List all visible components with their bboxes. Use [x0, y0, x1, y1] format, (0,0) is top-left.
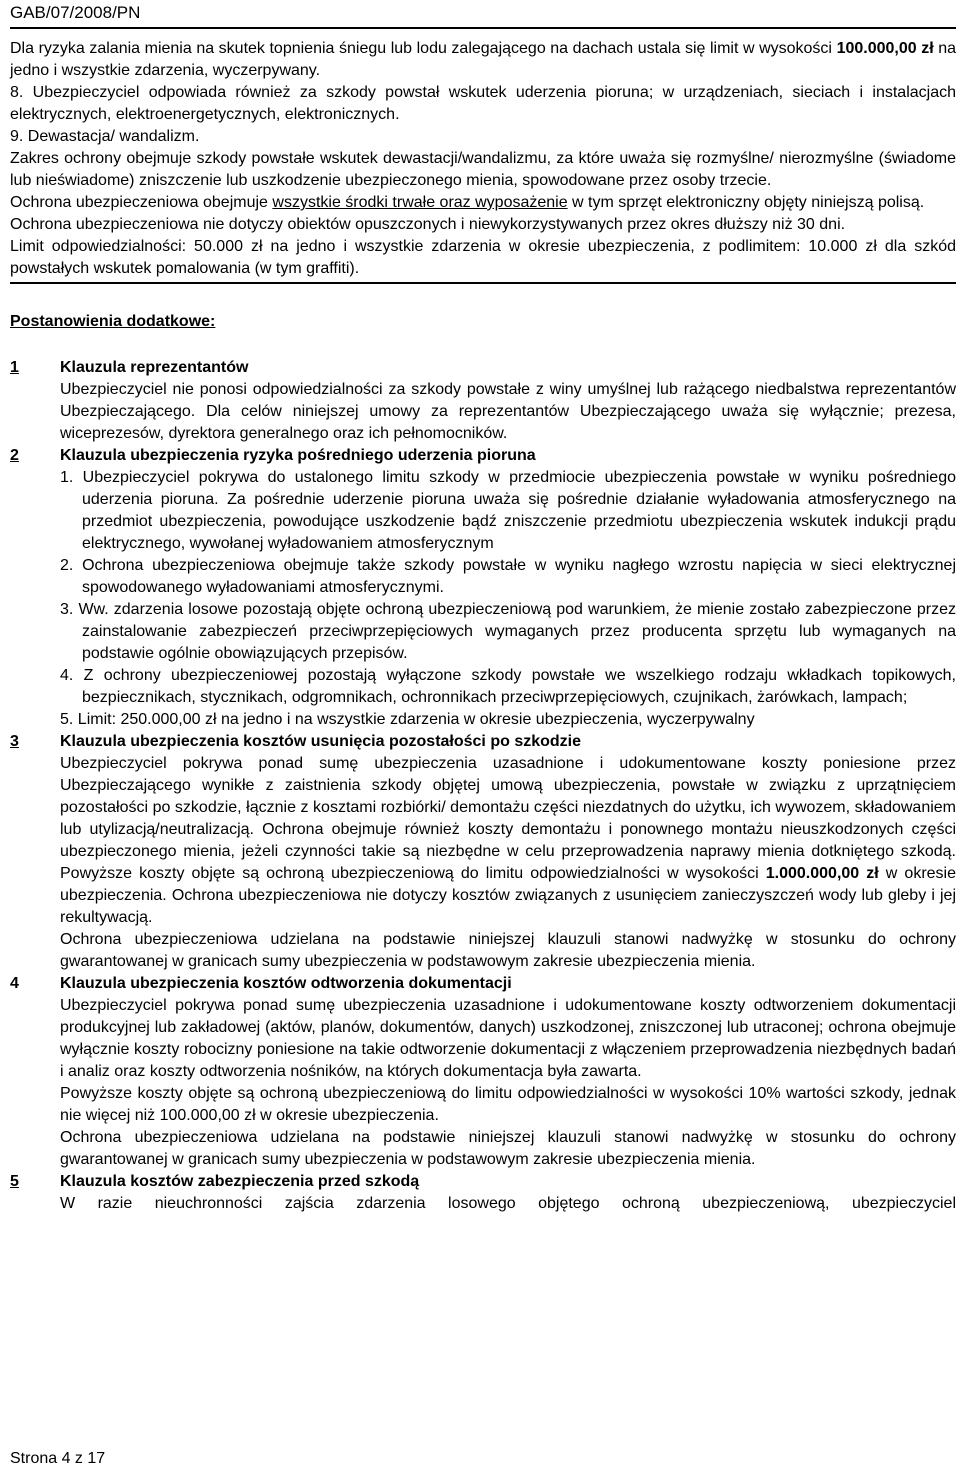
clause-item: 2. Ochrona ubezpieczeniowa obejmuje także szkody powstałe w wyniku nagłego wzrostu napięcia w sieci elektrycznej spowodowanego wyładowaniami atmosferycznymi.	[60, 557, 956, 596]
paragraph-8-lightning: 8. Ubezpieczyciel odpowiada również za szkody powstał wskutek uderzenia pioruna; w urządzeniach, sieciach i instalacjach elektrycznych, elektroenergetycznych, elektronicznych.	[10, 84, 956, 123]
clause-body-2: Ochrona ubezpieczeniowa udzielana na podstawie niniejszej klauzuli stanowi nadwyżkę w stosunku do ochrony gwarantowanej w granicach sumy ubezpieczenia w podstawowym zakresie ubezpieczenia mienia.	[60, 931, 956, 970]
clause-5	[10, 1171, 956, 1215]
clause-4	[10, 973, 956, 1171]
document-id: GAB/07/2008/PN	[10, 3, 141, 22]
clause-body: Ubezpieczyciel nie ponosi odpowiedzialności za szkody powstałe z winy umyślnej lub rażącego niedbalstwa reprezentantów Ubezpieczającego. Dla celów niniejszej umowy za reprezentantów Ubezpieczającego uważa się wyłącznie; prezesa, wiceprezesów, dyrektora generalnego oraz ich pełnomocników.	[60, 381, 956, 442]
scope-underlined: wszystkie środki trwałe oraz wyposażenie	[272, 194, 568, 211]
flood-limit-amount: 100.000,00 zł	[836, 40, 934, 57]
paragraph-9-exclusion: Ochrona ubezpieczeniowa nie dotyczy obiektów opuszczonych i niewykorzystywanych przez okres dłuższy niż 30 dni.	[10, 216, 846, 233]
clause-item: 3. Ww. zdarzenia losowe pozostają objęte ochroną ubezpieczeniową pod warunkiem, że mienie zostało zabezpieczone przez zainstalowanie zabezpieczeń przeciwprzepięciowych wymaganych przez producenta sprzętu lub wymaganych na podstawie ogólnie obowiązujących przepisów.	[60, 601, 956, 662]
clause-item: 4. Z ochrony ubezpieczeniowej pozostają wyłączone szkody powstałe we wszelkiego rodzaju wkładkach topikowych, bezpiecznikach, stycznikach, odgromnikach, ochronnikach przeciwprzepięciowych, czujnikach, żarówkach, lampach;	[60, 667, 956, 706]
paragraph-9-limit: Limit odpowiedzialności: 50.000 zł na jedno i wszystkie zdarzenia w okresie ubezpieczenia, z podlimitem: 10.000 zł dla szkód powstałych wskutek pomalowania (w tym graffiti).	[10, 238, 956, 277]
clause-number: 4	[10, 975, 19, 992]
clause-title: Klauzula ubezpieczenia kosztów usunięcia pozostałości po szkodzie	[60, 733, 581, 750]
top-section	[10, 38, 956, 284]
page-number: Strona 4 z 17	[10, 1450, 106, 1467]
clause-title: Klauzula reprezentantów	[60, 359, 249, 376]
paragraph-9-title: 9. Dewastacja/ wandalizm.	[10, 128, 200, 145]
clause-number: 2	[10, 447, 19, 464]
clause-number: 3	[10, 733, 19, 750]
clause-item: 1. Ubezpieczyciel pokrywa do ustalonego limitu szkody w przedmiocie ubezpieczenia powstałe w wyniku pośredniego uderzenia pioruna. Za pośrednie uderzenie pioruna uważa się pośrednie działanie wyładowania atmosferycznego na przedmiot ubezpieczenia, powodujące uszkodzenie bądź zniszczenie przedmiotu ubezpieczenia wskutek indukcji prądu elektrycznego, wywołanej wyładowaniem atmosferycznym	[60, 469, 956, 552]
clause-title: Klauzula ubezpieczenia ryzyka pośredniego uderzenia pioruna	[60, 447, 536, 464]
clause-1	[10, 357, 956, 445]
clause-title: Klauzula kosztów zabezpieczenia przed szkodą	[60, 1173, 420, 1190]
paragraph-9-body: Zakres ochrony obejmuje szkody powstałe wskutek dewastacji/wandalizmu, za które uważa się rozmyślne/ nierozmyślne (świadome lub nieświadome) zniszczenie lub uszkodzenie ubezpieczonego mienia, spowodowane przez osoby trzecie.	[10, 150, 956, 189]
clause-title: Klauzula ubezpieczenia kosztów odtworzenia dokumentacji	[60, 975, 512, 992]
page-content	[10, 38, 956, 1215]
clause-3	[10, 731, 956, 973]
clause-number: 1	[10, 359, 19, 376]
section-heading: Postanowienia dodatkowe:	[10, 313, 216, 330]
document-header	[10, 2, 956, 29]
clause-body: Ubezpieczyciel pokrywa ponad sumę ubezpieczenia uzasadnione i udokumentowane koszty odtworzeniem dokumentacji produkcyjnej lub zakładowej (aktów, planów, dokumentów, danych) uszkodzonej, zniszczonej lub utraconej; ochrona obejmuje wyłącznie koszty robocizny poniesione na takie odtworzenie dokumentacji z włączeniem przeprowadzenia niezbędnych badań i analiz oraz koszty odtworzenia nośników, na których dokumentacja była zawarta.	[60, 997, 956, 1080]
paragraph-9-scope: Ochrona ubezpieczeniowa obejmuje wszystkie środki trwałe oraz wyposażenie w tym sprzęt elektroniczny objęty niniejszą polisą.	[10, 194, 925, 211]
clause-body-2: Powyższe koszty objęte są ochroną ubezpieczeniową do limitu odpowiedzialności w wysokości 10% wartości szkody, jednak nie więcej niż 100.000,00 zł w okresie ubezpieczenia.	[60, 1085, 956, 1124]
clause-item: 5. Limit: 250.000,00 zł na jedno i na wszystkie zdarzenia w okresie ubezpieczenia, wyczerpywalny	[60, 711, 755, 728]
clause-2	[10, 445, 956, 731]
clause-number: 5	[10, 1173, 19, 1190]
clause-body-3: Ochrona ubezpieczeniowa udzielana na podstawie niniejszej klauzuli stanowi nadwyżkę w stosunku do ochrony gwarantowanej w granicach sumy ubezpieczenia w podstawowym zakresie ubezpieczenia mienia.	[60, 1129, 956, 1168]
clause-body: W razie nieuchronności zajścia zdarzenia losowego objętego ochroną ubezpieczeniową, ubezpieczyciel	[60, 1195, 956, 1212]
clause-body: Ubezpieczyciel pokrywa ponad sumę ubezpieczenia uzasadnione i udokumentowane koszty poniesione przez Ubezpieczającego wynikłe z zaistnienia szkody objętej umową ubezpieczenia, powstałe w związku z uprzątnięciem pozostałości po szkodzie, łącznie z kosztami rozbiórki/ demontażu części niezdatnych do użytku, ich wywozem, składowaniem lub utylizacją/neutralizacją. Ochrona obejmuje również koszty demontażu i ponownego montażu nieuszkodzonych części ubezpieczonego mienia, jeżeli czynności takie są niezbędne w celu przeprowadzenia naprawy mienia dotkniętego szkodą. Powyższe koszty objęte są ochroną ubezpieczeniową do limitu odpowiedzialności w wysokości 1.000.000,00 zł w okresie ubezpieczenia. Ochrona ubezpieczeniowa nie dotyczy kosztów związanych z usunięciem zanieczyszczeń wody lub gleby i jej rekultywacją.	[60, 755, 957, 926]
paragraph-flood-limit: Dla ryzyka zalania mienia na skutek topnienia śniegu lub lodu zalegającego na dachach ustala się limit w wysokości 100.000,00 zł na jedno i wszystkie zdarzenia, wyczerpywany.	[10, 40, 957, 79]
clause-limit-amount: 1.000.000,00 zł	[765, 865, 879, 882]
